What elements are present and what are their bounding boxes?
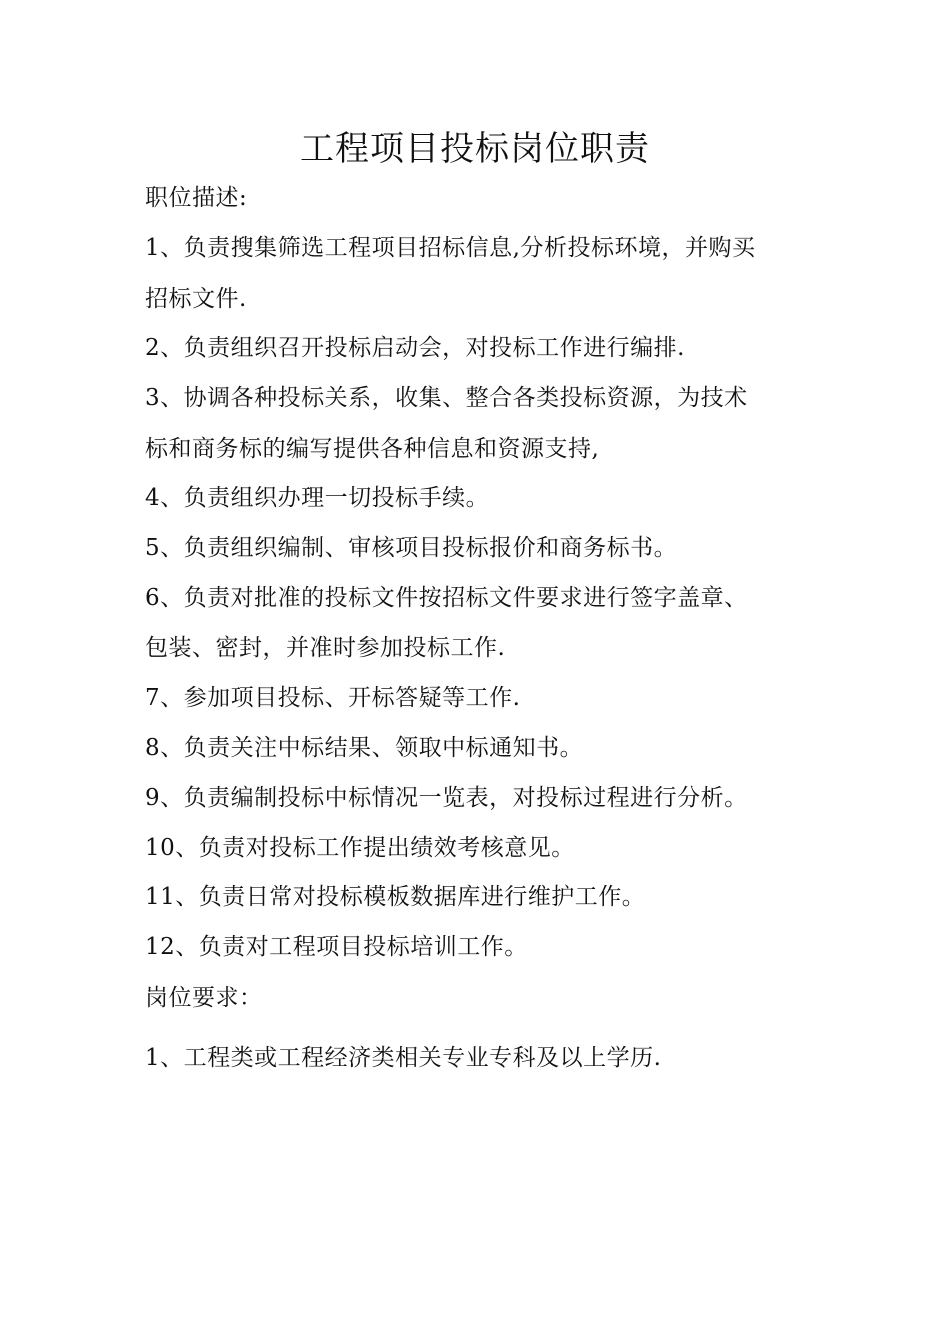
duty-item-11: 11、负责日常对投标模板数据库进行维护工作。: [145, 884, 646, 910]
duty-item-3-line-2: 标和商务标的编写提供各种信息和资源支持,: [145, 436, 600, 462]
duty-item-1-line-2: 招标文件.: [145, 286, 247, 312]
duty-item-6-line-1: 6、负责对批准的投标文件按招标文件要求进行签字盖章、: [145, 585, 748, 611]
section-heading-description: 职位描述:: [145, 185, 248, 211]
requirement-item-1: 1、工程类或工程经济类相关专业专科及以上学历.: [145, 1045, 662, 1071]
duty-item-12: 12、负责对工程项目投标培训工作。: [145, 934, 528, 960]
duty-item-10: 10、负责对投标工作提出绩效考核意见。: [145, 835, 575, 861]
duty-item-9: 9、负责编制投标中标情况一览表，对投标过程进行分析。: [145, 785, 748, 811]
section-heading-requirements: 岗位要求：: [145, 985, 263, 1011]
duty-item-2: 2、负责组织召开投标启动会，对投标工作进行编排.: [145, 335, 685, 361]
duty-item-6-line-2: 包装、密封，并准时参加投标工作.: [145, 635, 506, 661]
duty-item-5: 5、负责组织编制、审核项目投标报价和商务标书。: [145, 535, 678, 561]
document-title: 工程项目投标岗位职责: [300, 129, 650, 169]
duty-item-7: 7、参加项目投标、开标答疑等工作.: [145, 685, 521, 711]
duty-item-4: 4、负责组织办理一切投标手续。: [145, 485, 490, 511]
duty-item-1-line-1: 1、负责搜集筛选工程项目招标信息,分析投标环境，并购买: [145, 235, 756, 261]
duty-item-8: 8、负责关注中标结果、领取中标通知书。: [145, 735, 584, 761]
duty-item-3-line-1: 3、协调各种投标关系，收集、整合各类投标资源，为技术: [145, 385, 748, 411]
